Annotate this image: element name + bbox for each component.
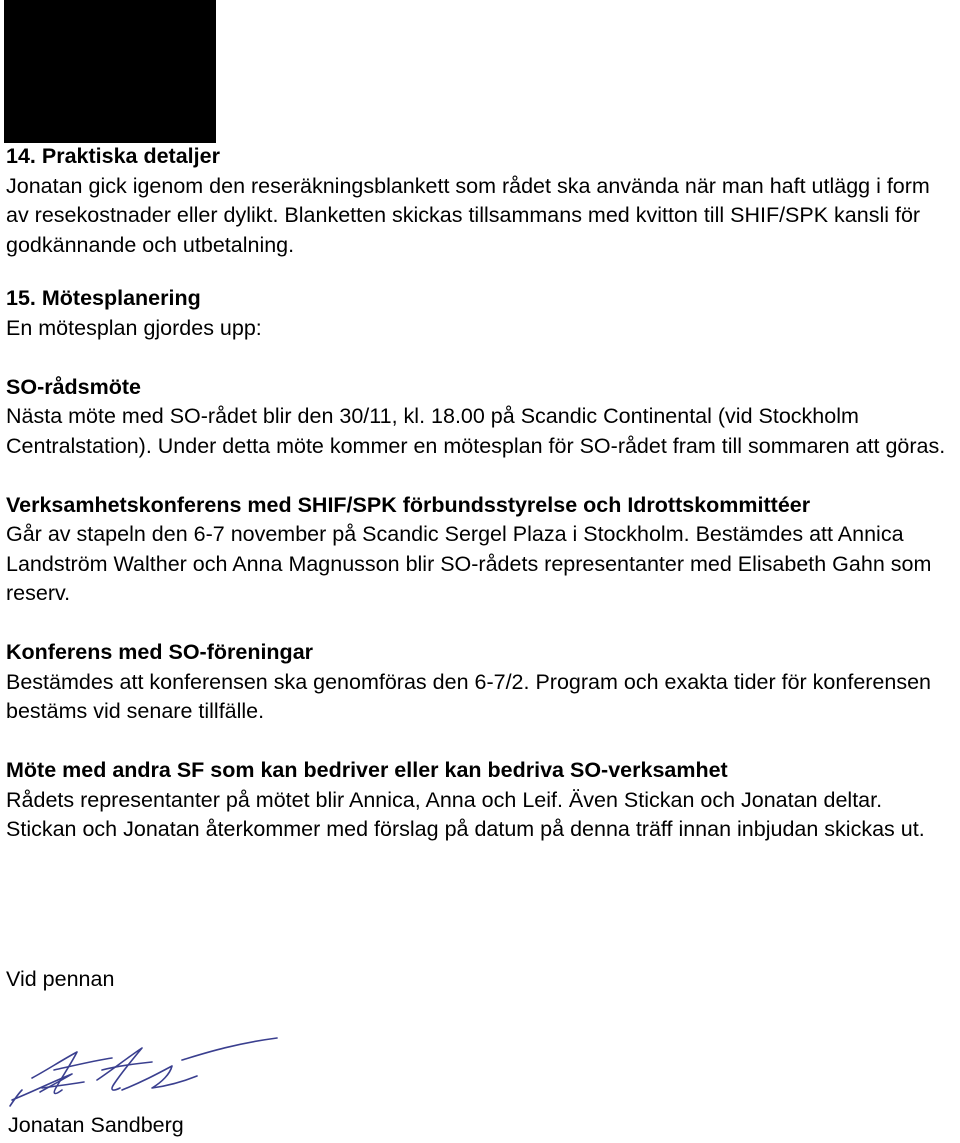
document-body [6, 142, 956, 845]
section-15-text: En mötesplan gjordes upp: [6, 315, 262, 340]
so-radsmote-heading: SO-rådsmöte [6, 374, 142, 399]
closing-text: Vid pennan [6, 967, 115, 991]
signer-name: Jonatan Sandberg [8, 1113, 184, 1137]
section-14-text: Jonatan gick igenom den reseräkningsblankett som rådet ska använda när man haft utlägg i form av resekostnader eller dylikt. Blanketten skickas tillsammans med kvitton till SHIF/SPK kansli för godkännande och utbetalning. [6, 173, 930, 257]
verksamhetskonferens-heading: Verksamhetskonferens med SHIF/SPK förbundsstyrelse och Idrottskommittéer [6, 492, 811, 517]
konferens-so-text: Bestämdes att konferensen ska genomföras den 6-7/2. Program och exakta tider för konferensen bestäms vid senare tillfälle. [6, 669, 932, 723]
section-14-heading: 14. Praktiska detaljer [6, 144, 220, 168]
mote-sf-heading: Möte med andra SF som kan bedriver eller kan bedriva SO-verksamhet [6, 758, 728, 782]
verksamhetskonferens-text: Går av stapeln den 6-7 november på Scandic Sergel Plaza i Stockholm. Bestämdes att Annica Landström Walther och Anna Magnusson blir SO-rådets representanter med Elisabeth Gahn som reserv. [6, 522, 932, 605]
signature-icon [2, 1030, 292, 1110]
section-15-heading: 15. Mötesplanering [6, 286, 201, 310]
mote-sf-text: Rådets representanter på mötet blir Annica, Anna och Leif. Även Stickan och Jonatan deltar. Stickan och Jonatan återkommer med förslag på datum på denna träff innan inbjudan skickas ut. [6, 787, 925, 841]
konferens-so-heading: Konferens med SO-föreningar [6, 640, 314, 664]
redaction-block [4, 0, 216, 143]
so-radsmote-text: Nästa möte med SO-rådet blir den 30/11, kl. 18.00 på Scandic Continental (vid Stockholm Centralstation). Under detta möte kommer en mötesplan för SO-rådet fram till sommaren att göras. [6, 404, 946, 458]
